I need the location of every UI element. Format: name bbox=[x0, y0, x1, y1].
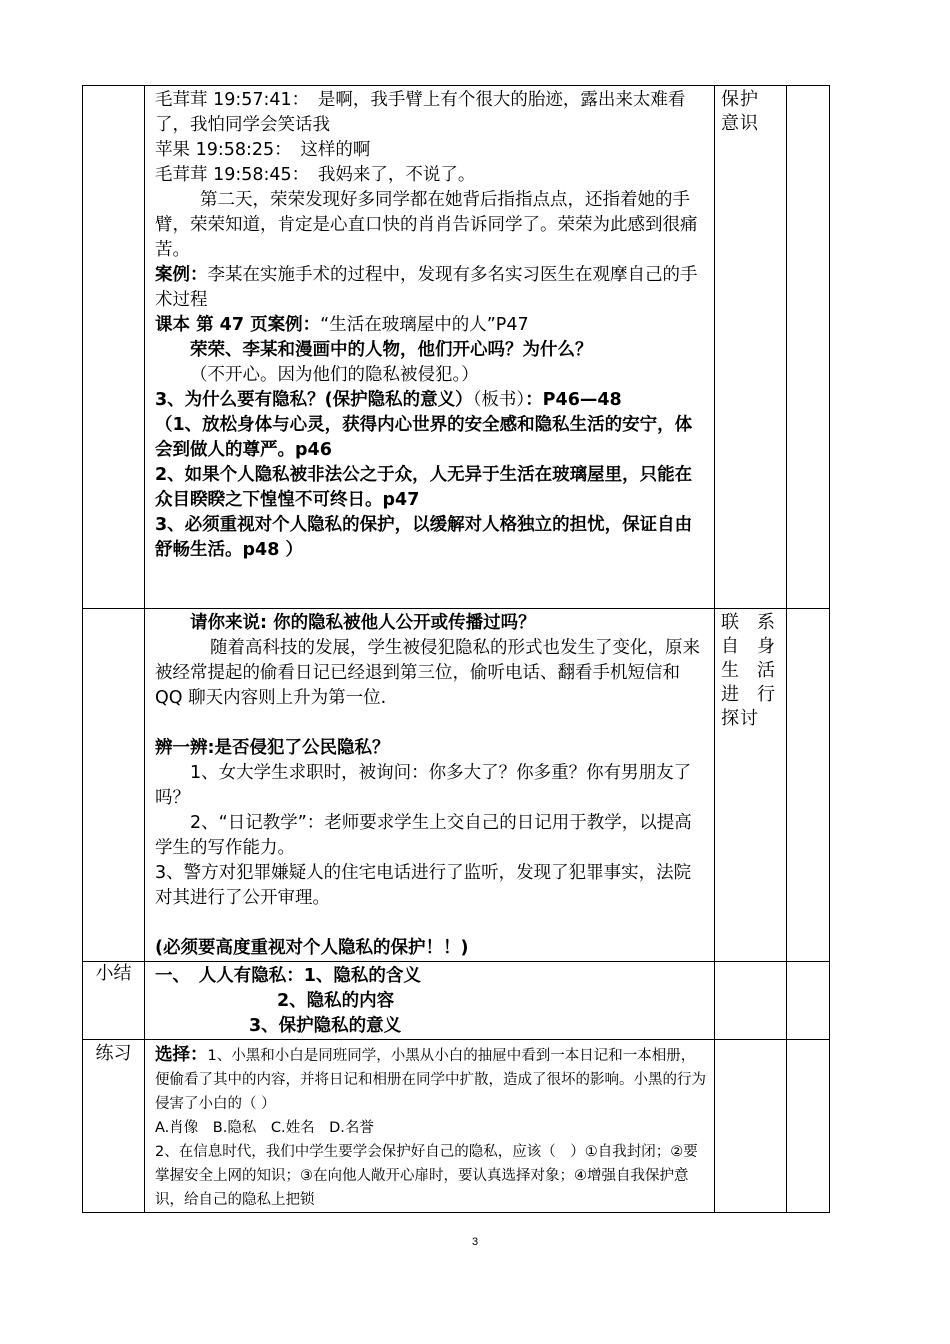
textbook-text: “生活在玻璃屋中的人”P47 bbox=[320, 315, 529, 335]
prompt-line: 请你来说: 你的隐私被他人公开或传播过吗？ bbox=[190, 613, 536, 633]
summary-label-cell bbox=[83, 962, 145, 1040]
story-paragraph: 第二天，荣荣发现好多同学都在她背后指指点点，还指着她的手臂，荣荣知道，肯定是心直口快的肖肖告诉同学了。荣荣为此感到很痛苦。 bbox=[155, 190, 698, 260]
summary-cell bbox=[145, 962, 715, 1040]
practice-label: 练习 bbox=[95, 1043, 132, 1064]
practice-question: 2、在信息时代，我们中学生要学会保护好自己的隐私，应该（ ）①自我封闭；②要掌握安全上网的知识；③在向他人敞开心扉时，要认真选择对象；④增强自我保护意识，给自己的隐私上把锁 bbox=[155, 1144, 698, 1208]
summary-label: 小结 bbox=[95, 963, 132, 984]
table-row bbox=[83, 609, 830, 962]
empty-cell bbox=[787, 86, 830, 609]
side-note-cell bbox=[715, 86, 787, 609]
content-cell bbox=[145, 86, 715, 609]
practice-cell bbox=[145, 1040, 715, 1213]
content-cell bbox=[145, 609, 715, 962]
empty-cell bbox=[787, 962, 830, 1040]
meaning-point: 2、如果个人隐私被非法公之于众，人无异于生活在玻璃屋里，只能在众目睽睽之下惶惶不可终日。p47 bbox=[155, 465, 693, 510]
chat-line: 毛茸茸 19:57:41： 是啊，我手臂上有个很大的胎迹，露出来太难看了，我怕同学会笑话我 bbox=[155, 90, 686, 135]
side-note: 联 系 自 身 生 活 进 行 探讨 bbox=[721, 612, 775, 729]
lesson-plan-table bbox=[82, 85, 830, 1213]
case-text: 李某在实施手术的过程中，发现有多名实习医生在观摩自己的手术过程 bbox=[155, 265, 698, 310]
case-paragraph bbox=[155, 263, 706, 313]
summary-line: 2、隐私的内容 bbox=[277, 991, 395, 1011]
summary-line: 一、 人人有隐私：1、隐私的含义 bbox=[155, 966, 421, 986]
question-options: A.肖像 B.隐私 C.姓名 D.名誉 bbox=[155, 1120, 374, 1136]
summary-line: 3、保护隐私的意义 bbox=[249, 1016, 402, 1036]
case-label: 案例： bbox=[155, 265, 208, 285]
label-cell-empty bbox=[83, 86, 145, 609]
empty-cell bbox=[715, 1040, 787, 1213]
meaning-point: 3、必须重视对个人隐私的保护，以缓解对人格独立的担忧，保证自由舒畅生活。p48 ） bbox=[155, 515, 693, 560]
empty-cell bbox=[787, 609, 830, 962]
discuss-item: 1、女大学生求职时，被询问：你多大了？你多重？你有男朋友了吗？ bbox=[155, 763, 692, 808]
discuss-item: 3、警方对犯罪嫌疑人的住宅电话进行了监听，发现了犯罪事实，法院对其进行了公开审理。 bbox=[155, 863, 692, 908]
side-note: 保护意识 bbox=[721, 89, 759, 134]
empty-cell bbox=[787, 1040, 830, 1213]
meaning-point: （1、放松身体与心灵，获得内心世界的安全感和隐私生活的安宁，体会到做人的尊严。p46 bbox=[155, 415, 693, 460]
label-cell-empty bbox=[83, 609, 145, 962]
question-line: 荣荣、李某和漫画中的人物，他们开心吗？为什么？ bbox=[190, 340, 593, 360]
discuss-item: 2、“日记教学”：老师要求学生上交自己的日记用于教学，以提高学生的写作能力。 bbox=[155, 813, 692, 858]
practice-label-cell bbox=[83, 1040, 145, 1213]
practice-question: 选择：1、小黑和小白是同班同学，小黑从小白的抽屉中看到一本日记和一本相册，便偷看了其中的内容，并将日记和相册在同学中扩散，造成了很坏的影响。小黑的行为侵害了小白的（ ） bbox=[155, 1045, 706, 1112]
side-note-cell bbox=[715, 609, 787, 962]
chat-line: 毛茸茸 19:58:45： 我妈来了，不说了。 bbox=[155, 165, 476, 185]
table-row bbox=[83, 1040, 830, 1213]
page-number: 3 bbox=[471, 1236, 479, 1248]
table-row bbox=[83, 962, 830, 1040]
table-row bbox=[83, 86, 830, 609]
why-heading: 3、为什么要有隐私？(保护隐私的意义）（板书）：P46—48 bbox=[155, 390, 622, 410]
textbook-label: 课本 第 47 页案例： bbox=[155, 315, 321, 335]
conclusion-line: (必须要高度重视对个人隐私的保护！！) bbox=[155, 938, 469, 958]
answer-line: （不开心。因为他们的隐私被侵犯。） bbox=[190, 365, 479, 385]
empty-cell bbox=[715, 962, 787, 1040]
discuss-title: 辨一辨:是否侵犯了公民隐私？ bbox=[155, 738, 390, 758]
textbook-line bbox=[155, 313, 706, 338]
choose-label: 选择： bbox=[155, 1045, 208, 1065]
tech-paragraph: 随着高科技的发展，学生被侵犯隐私的形式也发生了变化，原来被经常提起的偷看日记已经退到第三位，偷听电话、翻看手机短信和 QQ 聊天内容则上升为第一位. bbox=[155, 638, 700, 708]
chat-line: 苹果 19:58:25： 这样的啊 bbox=[155, 140, 371, 160]
